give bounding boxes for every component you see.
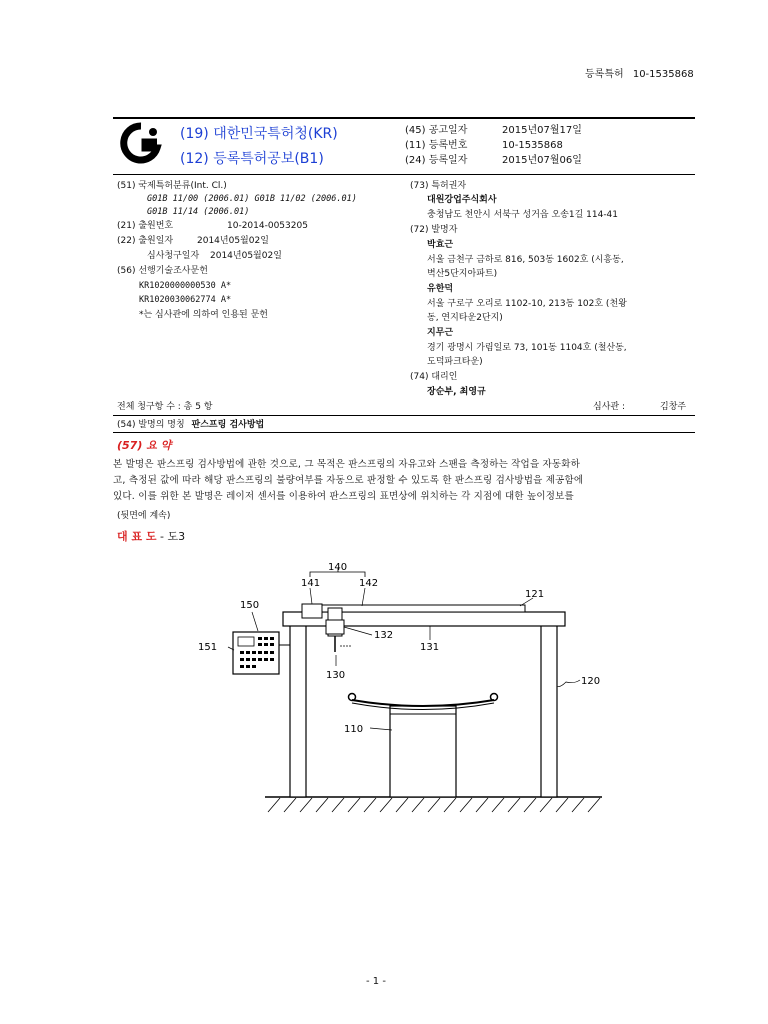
motor-unit [302, 604, 322, 618]
prior-art-item: KR1020000000530 A* [139, 281, 232, 291]
date-code: (24) [405, 155, 426, 166]
examiner-label: 심사관 : [593, 402, 625, 412]
rep-label: 대 표 도 [117, 530, 157, 543]
label-130: 130 [326, 670, 346, 681]
label-110: 110 [344, 724, 364, 735]
exam-date: 2014년05월02일 [210, 251, 282, 261]
page-header [585, 68, 694, 81]
doc-label: 등록특허 [585, 69, 624, 80]
invention-title-line [117, 419, 264, 431]
inventor-name: 지무근 [427, 328, 454, 338]
label-140: 140 [328, 562, 348, 573]
kind-name: 등록특허공보(B1) [213, 151, 324, 167]
label-131: 131 [420, 642, 440, 653]
doc-number: 10-1535868 [632, 69, 694, 80]
patentee-address: 충청남도 천안시 서북구 성거읍 오송1길 114-41 [427, 210, 619, 220]
agent-names: 장순부, 최영규 [427, 387, 486, 397]
support-pedestal [390, 706, 456, 797]
app-date: 2014년05월02일 [197, 236, 269, 246]
kipo-logo-icon [117, 122, 165, 164]
leaf-spring [352, 700, 494, 706]
inventor-address: 도덕파크타운) [427, 357, 483, 367]
rule [113, 174, 695, 175]
exam-label: 심사청구일자 [147, 251, 200, 261]
app-no: 10-2014-0053205 [227, 221, 308, 231]
label-141: 141 [301, 578, 321, 589]
patentee-heading: (73) 특허권자 [410, 181, 467, 191]
agent-heading: (74) 대리인 [410, 372, 458, 382]
prior-art-heading: (56) 선행기술조사문헌 [117, 266, 208, 276]
page-number: - 1 - [366, 976, 386, 987]
abstract-line: 고, 측정된 값에 따라 해당 판스프링의 불량여부를 자동으로 판정할 수 있도록 한 판스프링 검사방법을 제공함에 [113, 475, 584, 486]
app-no-label: (21) 출원번호 [117, 221, 174, 231]
patentee-name: 대원강업주식회사 [427, 195, 497, 205]
ipc-line: G01B 11/14 (2006.01) [147, 207, 250, 217]
title-prefix: (54) 발명의 명칭 [117, 420, 185, 430]
abstract-line: 있다. 이를 위한 본 발명은 레이저 센서를 이용하여 판스프링의 표면상에 위치하는 각 지점에 대한 높이정보를 [113, 491, 574, 502]
representative-drawing [195, 555, 615, 830]
claims-count: 전체 청구항 수 : 총 5 항 [117, 402, 213, 412]
rule [113, 415, 695, 416]
continued-note: (뒷면에 계속) [117, 511, 171, 521]
rep-value: - 도3 [160, 530, 186, 543]
app-date-label: (22) 출원일자 [117, 236, 174, 246]
date-value: 2015년07월06일 [502, 155, 582, 166]
rule [113, 432, 695, 433]
guide-rail [320, 605, 525, 612]
date-value: 10-1535868 [502, 140, 563, 151]
abstract-line: 본 발명은 판스프링 검사방법에 관한 것으로, 그 목적은 판스프링의 자유고와 스팬을 측정하는 작업을 자동화하 [113, 459, 581, 470]
kind-title [180, 148, 324, 168]
inventor-heading: (72) 발명자 [410, 225, 458, 235]
frame-leg-right [541, 625, 557, 797]
inventor-address: 벽산5단지아파트) [427, 269, 498, 279]
label-150: 150 [240, 600, 260, 611]
top-rule [113, 117, 695, 119]
invention-title: 판스프링 검사방법 [191, 420, 265, 430]
date-label: 공고일자 [428, 125, 468, 136]
top-beam [283, 612, 565, 626]
prior-art-note: *는 심사관에 의하여 인용된 문헌 [139, 310, 268, 320]
kind-code: (12) [180, 151, 209, 167]
date-row [405, 124, 582, 139]
office-title [180, 123, 338, 143]
date-row [405, 139, 563, 154]
frame-leg-left [290, 625, 306, 797]
abstract-heading: (57) 요 약 [117, 439, 172, 452]
label-121: 121 [525, 589, 545, 600]
inventor-address: 서울 금천구 금하로 816, 503동 1602호 (시흥동, [427, 255, 624, 265]
label-120: 120 [581, 676, 601, 687]
examiner-name: 김창주 [660, 402, 687, 412]
label-142: 142 [359, 578, 379, 589]
date-label: 등록일자 [428, 155, 468, 166]
inventor-name: 박효근 [427, 240, 454, 250]
date-value: 2015년07월17일 [502, 125, 582, 136]
representative-figure [117, 528, 185, 544]
inventor-address: 서울 구로구 오리로 1102-10, 213동 102호 (천왕 [427, 299, 627, 309]
inventor-name: 유한덕 [427, 284, 454, 294]
office-code: (19) [180, 126, 209, 142]
date-code: (45) [405, 125, 426, 136]
date-row [405, 154, 582, 169]
inventor-address: 경기 광명시 가림일로 73, 101동 1104호 (철산동, [427, 343, 627, 353]
date-label: 등록번호 [428, 140, 468, 151]
prior-art-item: KR1020030062774 A* [139, 295, 232, 305]
ipc-heading: (51) 국제특허분류(Int. Cl.) [117, 181, 227, 191]
ground-hatch [268, 798, 600, 812]
inventor-address: 동, 연지타운2단지) [427, 313, 503, 323]
ipc-line: G01B 11/00 (2006.01) G01B 11/02 (2006.01) [147, 194, 357, 204]
label-151: 151 [198, 642, 218, 653]
pub-dates [405, 124, 582, 169]
office-name: 대한민국특허청(KR) [213, 126, 338, 142]
date-code: (11) [405, 140, 426, 151]
label-132: 132 [374, 630, 394, 641]
